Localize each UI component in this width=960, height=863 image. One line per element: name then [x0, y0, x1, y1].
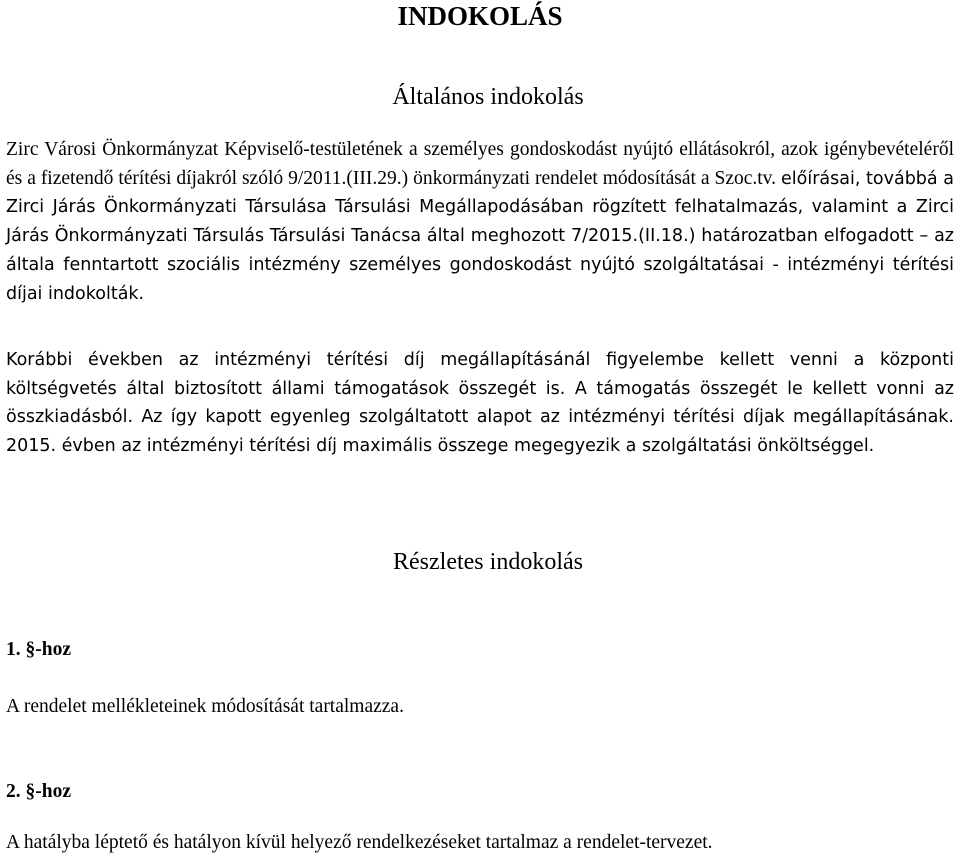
section-2-number: 2.: [6, 781, 21, 802]
general-justification-heading: Általános indokolás: [392, 84, 584, 110]
section-1-heading: [6, 636, 71, 664]
section-2-symbol: §: [25, 781, 36, 802]
section-1-text: A rendelet mellékleteinek módosítását tartalmazza.: [6, 696, 404, 717]
section-1-number: 1.: [6, 639, 21, 660]
section-1-suffix: -hoz: [35, 639, 71, 660]
section-2-suffix: -hoz: [35, 781, 71, 802]
section-1-symbol: §: [25, 639, 36, 660]
paragraph-1-part-1: Zirc Városi Önkormányzat Képviselő-testületének a személyes gondoskodást nyújtó ellátásokról, azok igénybevételéről és a fizetendő térítési díjakról szóló 9/2011.(III.29.) önkormányzati rendelet módosítását a Szoc.tv.: [6, 139, 954, 189]
document-title: INDOKOLÁS: [397, 1, 563, 31]
detailed-justification-heading: Részletes indokolás: [393, 549, 583, 575]
general-justification-paragraph-1: [6, 136, 954, 308]
paragraph-1-part-2: előírásai, továbbá a Zirci Járás Önkormányzati Társulása Társulási Megállapodásában rögzített felhatalmazás, valamint a Zirci Járás Önkormányzati Társulás Társulási Tanácsa által meghozott 7/2015.(II.18.) határozatban elfogadott – az általa fenntartott szociális intézmény személyes gondoskodást nyújtó szolgáltatásai - intézményi térítési díjai indokolták.: [6, 168, 955, 304]
section-2-heading: [6, 778, 71, 806]
section-2-text: A hatályba léptető és hatályon kívül helyező rendelkezéseket tartalmaz a rendelet-tervezet.: [6, 832, 713, 853]
general-justification-paragraph-2: Korábbi években az intézményi térítési díj megállapításánál figyelembe kellett venni a központi költségvetés által biztosított állami támogatások összegét is. A támogatás összegét le kellett vonni az összkiadásból. Az így kapott egyenleg szolgáltatott alapot az intézményi térítési díjak megállapításának. 2015. évben az intézményi térítési díj maximális összege megegyezik a szolgáltatási önköltséggel.: [6, 350, 954, 457]
